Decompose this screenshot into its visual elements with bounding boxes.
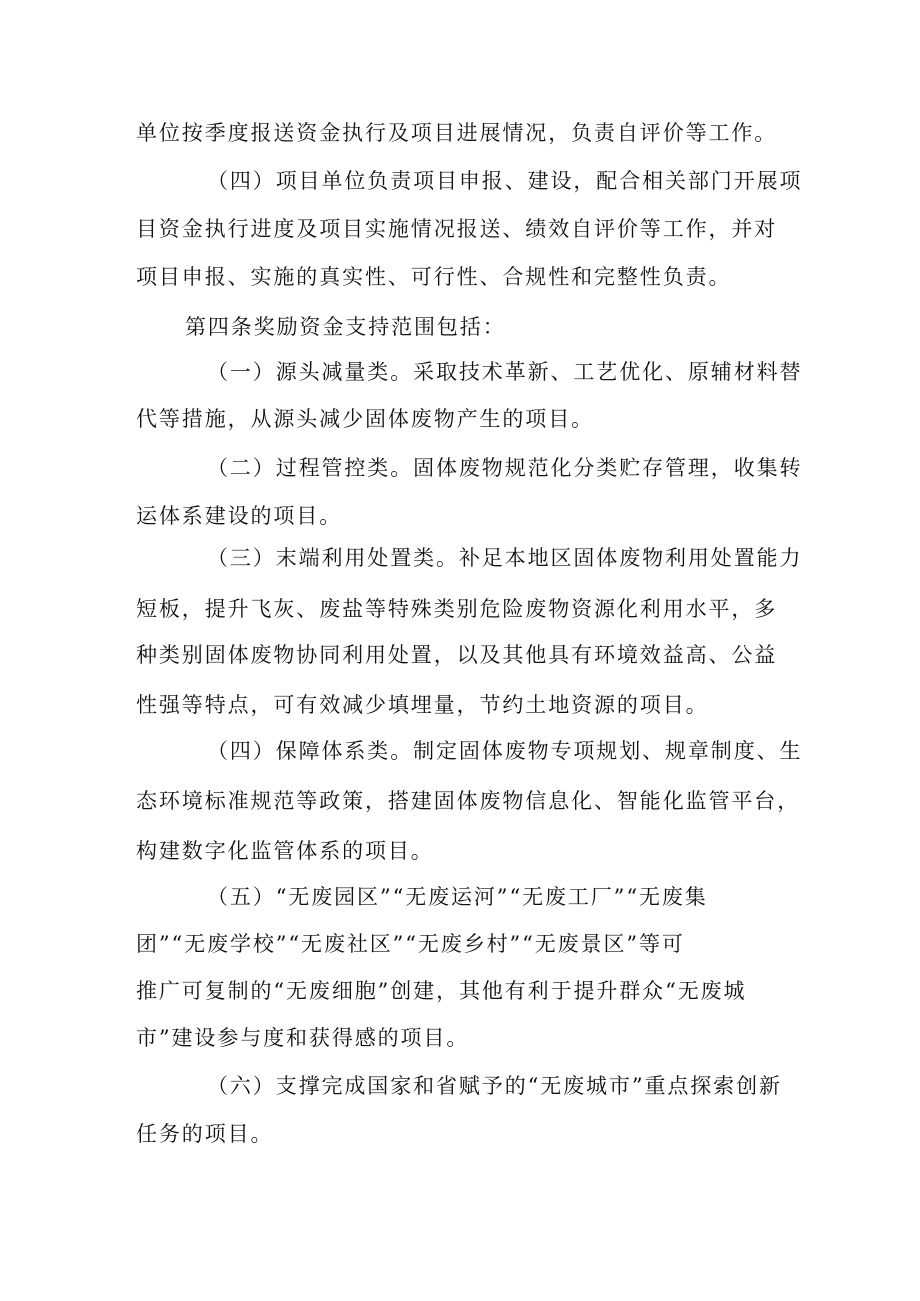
- text-line: （二）过程管控类。固体废物规范化分类贮存管理，收集转: [207, 456, 803, 480]
- text-line: 种类别固体废物协同利用处置，以及其他具有环境效益高、公益: [136, 643, 778, 667]
- text-line: 态环境标准规范等政策，搭建固体废物信息化、智能化监管平台，: [136, 789, 801, 813]
- text-line: 运体系建设的项目。: [136, 504, 343, 528]
- text-line: 推广可复制的“无废细胞”创建，其他有利于提升群众“无废城: [136, 979, 747, 1003]
- text-line: 性强等特点，可有效减少填埋量，节约土地资源的项目。: [136, 693, 709, 717]
- text-line: （三）末端利用处置类。补足本地区固体废物利用处置能力: [207, 546, 803, 570]
- text-line: 代等措施，从源头减少固体废物产生的项目。: [136, 407, 594, 431]
- text-line: 短板，提升飞灰、废盐等特殊类别危险废物资源化利用水平，多: [136, 597, 778, 621]
- text-line: （六）支撑完成国家和省赋予的“无废城市”重点探索创新: [207, 1074, 782, 1098]
- text-line: 第四条奖励资金支持范围包括：: [185, 315, 506, 339]
- text-line: 构建数字化监管体系的项目。: [136, 839, 434, 863]
- text-line: 目资金执行进度及项目实施情况报送、绩效自评价等工作，并对: [136, 217, 778, 241]
- text-line: 市”建设参与度和获得感的项目。: [136, 1026, 470, 1050]
- text-line: （四）项目单位负责项目申报、建设，配合相关部门开展项: [207, 169, 803, 193]
- text-line: 团”“无废学校”“无废社区”“无废乡村”“无废景区”等可: [136, 932, 685, 956]
- text-line: （一）源头减量类。采取技术革新、工艺优化、原辅材料替: [207, 360, 803, 384]
- text-line: （五）“无废园区”“无废运河”“无废工厂”“无废集: [207, 885, 708, 909]
- text-line: （四）保障体系类。制定固体废物专项规划、规章制度、生: [207, 739, 803, 763]
- text-line: 任务的项目。: [136, 1122, 274, 1146]
- text-line: 单位按季度报送资金执行及项目进展情况，负责自评价等工作。: [136, 121, 778, 145]
- text-line: 项目申报、实施的真实性、可行性、合规性和完整性负责。: [136, 265, 732, 289]
